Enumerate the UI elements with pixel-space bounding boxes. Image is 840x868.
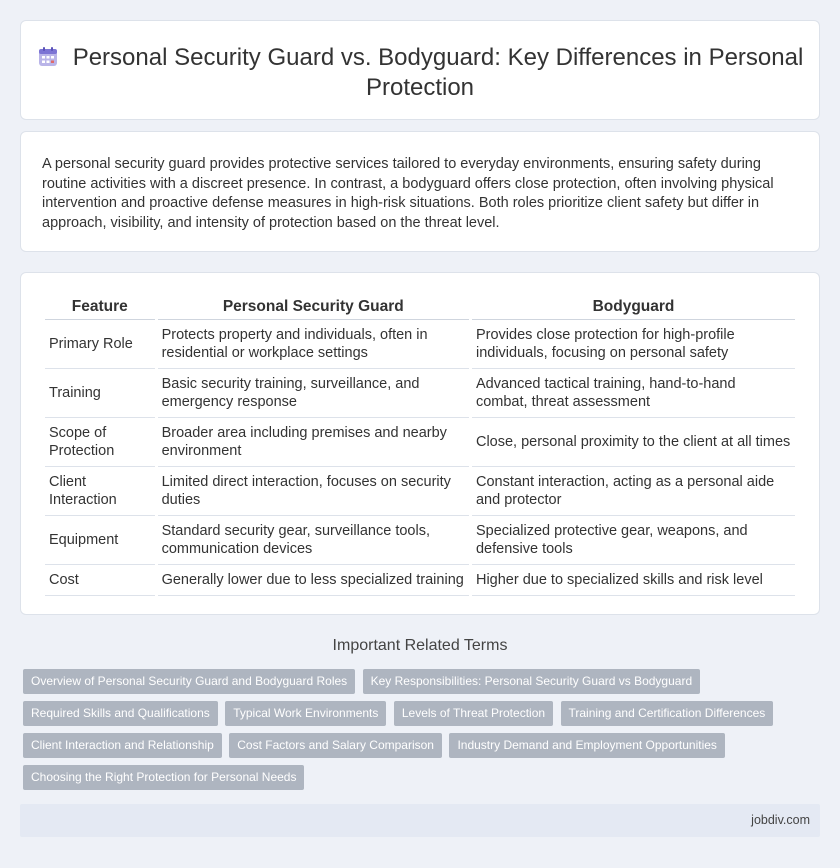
table-row bbox=[45, 418, 795, 467]
row-bodyguard: Provides close protection for high-profile individuals, focusing on personal safety bbox=[472, 320, 795, 369]
intro-paragraph: A personal security guard provides protective services tailored to everyday environments, ensuring safety during routine activities with a discreet presence. In contrast, a bodyguard offers close protection, often involving physical intervention and proactive defense measures in high-risk situations. Both roles prioritize client safety but differ in approach, visibility, and intensity of protection based on the threat level. bbox=[42, 156, 774, 231]
table-row bbox=[45, 565, 795, 596]
header-security-guard: Personal Security Guard bbox=[158, 295, 469, 320]
table-row bbox=[45, 467, 795, 516]
row-security-guard: Protects property and individuals, often in residential or workplace settings bbox=[158, 320, 469, 369]
related-term-tag[interactable]: Client Interaction and Relationship bbox=[23, 733, 222, 758]
table-row bbox=[45, 369, 795, 418]
table-row bbox=[45, 516, 795, 565]
row-feature: Client Interaction bbox=[45, 467, 155, 516]
table-row bbox=[45, 320, 795, 369]
comparison-card bbox=[20, 272, 820, 615]
row-security-guard: Standard security gear, surveillance tools, communication devices bbox=[158, 516, 469, 565]
related-terms-tags bbox=[23, 669, 783, 797]
row-security-guard: Basic security training, surveillance, and emergency response bbox=[158, 369, 469, 418]
row-security-guard: Broader area including premises and nearby environment bbox=[158, 418, 469, 467]
related-term-tag[interactable]: Key Responsibilities: Personal Security Guard vs Bodyguard bbox=[363, 669, 701, 694]
related-term-tag[interactable]: Overview of Personal Security Guard and Bodyguard Roles bbox=[23, 669, 355, 694]
row-feature: Scope of Protection bbox=[45, 418, 155, 467]
related-terms-title: Important Related Terms bbox=[332, 637, 508, 654]
row-feature: Training bbox=[45, 369, 155, 418]
header-bodyguard: Bodyguard bbox=[472, 295, 795, 320]
title-card bbox=[20, 20, 820, 120]
related-term-tag[interactable]: Training and Certification Differences bbox=[561, 701, 774, 726]
row-feature: Primary Role bbox=[45, 320, 155, 369]
footer bbox=[20, 804, 820, 837]
related-term-tag[interactable]: Required Skills and Qualifications bbox=[23, 701, 218, 726]
row-security-guard: Generally lower due to less specialized training bbox=[158, 565, 469, 596]
row-feature: Equipment bbox=[45, 516, 155, 565]
row-feature: Cost bbox=[45, 565, 155, 596]
row-security-guard: Limited direct interaction, focuses on security duties bbox=[158, 467, 469, 516]
row-bodyguard: Higher due to specialized skills and risk level bbox=[472, 565, 795, 596]
comparison-table bbox=[42, 295, 798, 596]
footer-site-link[interactable]: jobdiv.com bbox=[751, 813, 810, 827]
header-feature: Feature bbox=[45, 295, 155, 320]
related-term-tag[interactable]: Cost Factors and Salary Comparison bbox=[229, 733, 442, 758]
row-bodyguard: Close, personal proximity to the client at all times bbox=[472, 418, 795, 467]
calendar-icon bbox=[37, 46, 59, 68]
page-title bbox=[21, 43, 819, 103]
page-title-text: Personal Security Guard vs. Bodyguard: Key Differences in Personal Protection bbox=[72, 44, 804, 101]
intro-card bbox=[20, 131, 820, 252]
related-term-tag[interactable]: Choosing the Right Protection for Personal Needs bbox=[23, 765, 304, 790]
table-header-row bbox=[45, 295, 795, 320]
row-bodyguard: Specialized protective gear, weapons, and defensive tools bbox=[472, 516, 795, 565]
row-bodyguard: Constant interaction, acting as a personal aide and protector bbox=[472, 467, 795, 516]
related-term-tag[interactable]: Industry Demand and Employment Opportunities bbox=[449, 733, 724, 758]
row-bodyguard: Advanced tactical training, hand-to-hand combat, threat assessment bbox=[472, 369, 795, 418]
related-term-tag[interactable]: Levels of Threat Protection bbox=[394, 701, 553, 726]
related-term-tag[interactable]: Typical Work Environments bbox=[225, 701, 386, 726]
